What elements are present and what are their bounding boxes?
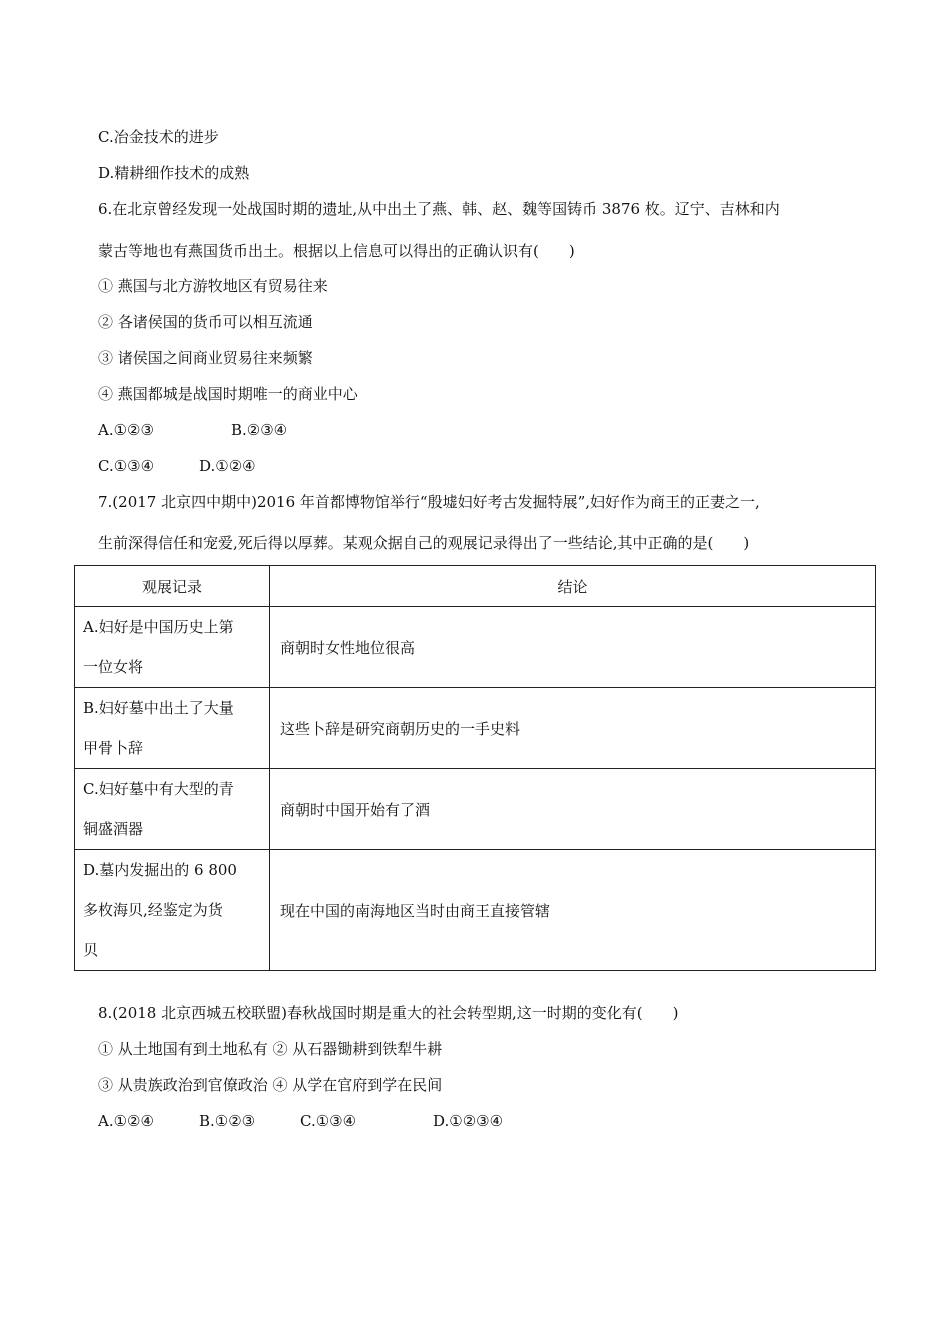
- question-6-statement-3: ③ 诸侯国之间商业贸易往来频繁: [98, 349, 313, 367]
- conclusion-cell: 这些卜辞是研究商朝历史的一手史料: [270, 688, 876, 769]
- question-6-option-d: D.①②④: [199, 457, 256, 475]
- conclusion-cell: 现在中国的南海地区当时由商王直接管辖: [270, 850, 876, 971]
- question-6-statement-4: ④ 燕国都城是战国时期唯一的商业中心: [98, 385, 358, 403]
- option-d-prev: D.精耕细作技术的成熟: [98, 164, 250, 182]
- table-row: [75, 607, 876, 688]
- record-text-line: C.妇好墓中有大型的青: [83, 780, 234, 798]
- question-8-stem: 8.(2018 北京西城五校联盟)春秋战国时期是重大的社会转型期,这一时期的变化有( ): [98, 1004, 679, 1022]
- table-header-record: 观展记录: [75, 566, 270, 607]
- record-text-line: 一位女将: [83, 658, 144, 676]
- question-6-options-row2: [98, 456, 256, 476]
- question-6-options-row1: [98, 420, 287, 440]
- question-6-stem-line1: 6.在北京曾经发现一处战国时期的遗址,从中出土了燕、韩、赵、魏等国铸币 3876 枚。辽宁、吉林和内: [98, 200, 780, 218]
- record-text-line: A.妇好是中国历史上第: [83, 618, 234, 636]
- question-6-option-c: C.①③④: [98, 457, 155, 475]
- exhibition-table: [74, 565, 876, 971]
- record-cell: [75, 607, 270, 688]
- table-row: [75, 688, 876, 769]
- option-c-prev: C.冶金技术的进步: [98, 128, 219, 146]
- table-row: [75, 850, 876, 971]
- record-text-line: 甲骨卜辞: [83, 739, 144, 757]
- record-cell: [75, 769, 270, 850]
- question-8-option-c: C.①③④: [300, 1112, 357, 1130]
- question-6-statement-2: ② 各诸侯国的货币可以相互流通: [98, 313, 313, 331]
- record-cell: [75, 850, 270, 971]
- question-8-option-a: A.①②④: [98, 1112, 154, 1130]
- question-6-stem-line2: 蒙古等地也有燕国货币出土。根据以上信息可以得出的正确认识有( ): [98, 242, 575, 260]
- question-7-stem-line1: 7.(2017 北京四中期中)2016 年首都博物馆举行“殷墟妇好考古发掘特展”,妇好作为商王的正妻之一,: [98, 493, 760, 511]
- question-8-statements-1-2: ① 从土地国有到土地私有 ② 从石器锄耕到铁犁牛耕: [98, 1040, 443, 1058]
- table-header-row: [75, 566, 876, 607]
- question-8-options: [98, 1111, 503, 1131]
- question-8-statements-3-4: ③ 从贵族政治到官僚政治 ④ 从学在官府到学在民间: [98, 1076, 443, 1094]
- record-cell: [75, 688, 270, 769]
- record-text-line: 多枚海贝,经鉴定为货: [83, 901, 223, 919]
- conclusion-cell: 商朝时女性地位很高: [270, 607, 876, 688]
- question-6-statement-1: ① 燕国与北方游牧地区有贸易往来: [98, 277, 328, 295]
- record-text-line: 铜盛酒器: [83, 820, 144, 838]
- record-text-line: D.墓内发掘出的 6 800: [83, 861, 237, 879]
- conclusion-cell: 商朝时中国开始有了酒: [270, 769, 876, 850]
- record-text-line: 贝: [83, 941, 99, 959]
- record-text-line: B.妇好墓中出土了大量: [83, 699, 234, 717]
- question-6-option-b: B.②③④: [231, 421, 288, 439]
- question-7-stem-line2: 生前深得信任和宠爱,死后得以厚葬。某观众据自己的观展记录得出了一些结论,其中正确的是( ): [98, 534, 750, 552]
- question-6-option-a: A.①②③: [98, 421, 154, 439]
- table-row: [75, 769, 876, 850]
- table-header-conclusion: 结论: [270, 566, 876, 607]
- question-8-option-b: B.①②③: [199, 1112, 256, 1130]
- question-8-option-d: D.①②③④: [433, 1112, 504, 1130]
